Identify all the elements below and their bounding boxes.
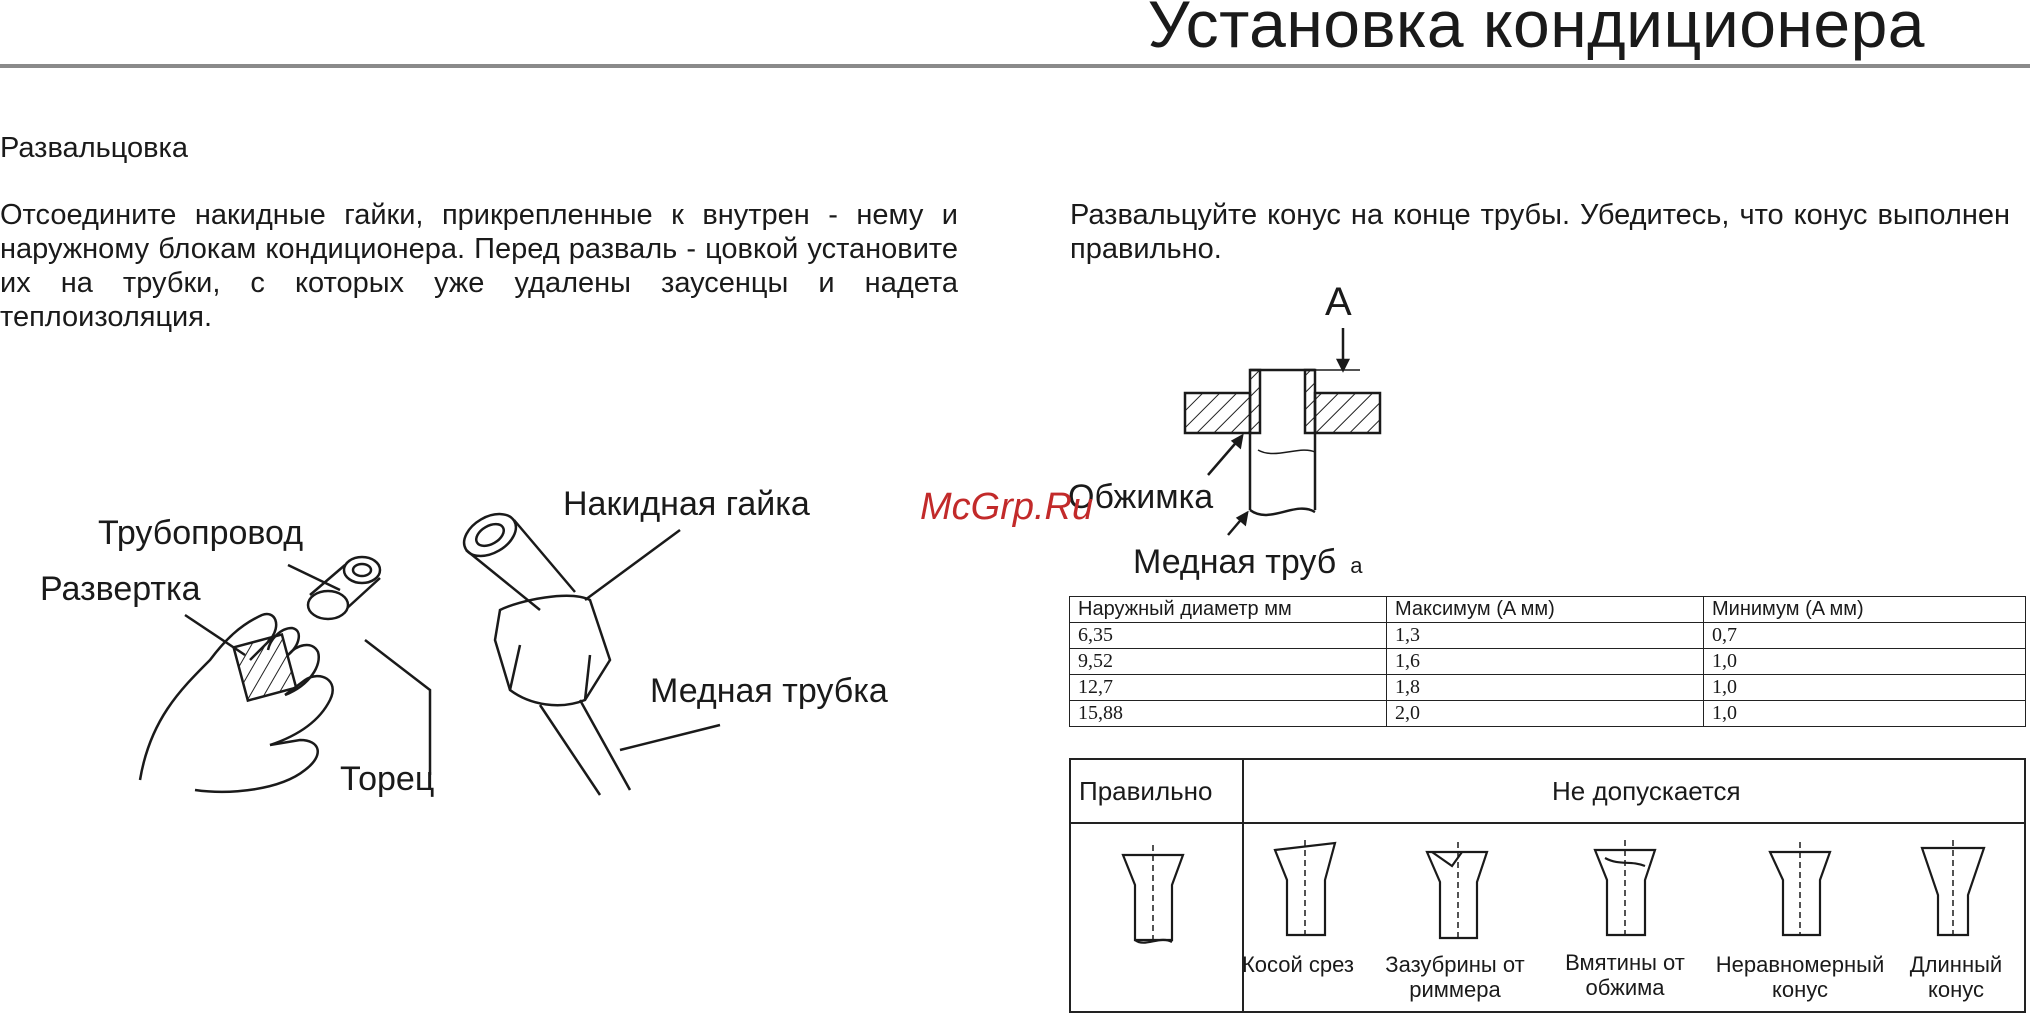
label-end-face: Торец	[340, 760, 435, 798]
table-cell: 15,88	[1070, 701, 1387, 727]
defect-caption: Косой срез	[1241, 952, 1354, 977]
section-heading: Развальцовка	[0, 132, 188, 164]
label-copper-tube-left: Медная трубка	[650, 672, 888, 710]
flare-spec-table	[1069, 596, 2026, 727]
table-header-cell: Минимум (A мм)	[1704, 597, 2026, 623]
defect-caption: Неравномерный конус	[1715, 952, 1885, 1002]
table-cell: 6,35	[1070, 623, 1387, 649]
defect-caption: Вмятины от обжима	[1565, 950, 1685, 1000]
table-cell: 1,0	[1704, 675, 2026, 701]
table-cell: 1,6	[1387, 649, 1704, 675]
label-reamer: Развертка	[40, 570, 201, 608]
table-row	[1070, 649, 2026, 675]
table-header-cell: Максимум (A мм)	[1387, 597, 1704, 623]
label-pipeline: Трубопровод	[98, 514, 304, 552]
page-title: Установка кондиционера	[1147, 0, 1925, 61]
table-row	[1070, 675, 2026, 701]
label-clamp: Обжимка	[1068, 478, 1214, 516]
flare-nut-drawing	[457, 505, 720, 795]
left-paragraph: Отсоедините накидные гайки, прикрепленные к внутрен - нему и наружному блокам кондиционера. Перед разваль - цовкой установите их на трубки, с которых уже удалены заусенцы и надета теплоизоляция.	[0, 199, 958, 333]
table-header-cell: Наружный диаметр мм	[1070, 597, 1387, 623]
table-cell: 1,0	[1704, 649, 2026, 675]
hand-reamer-drawing	[140, 614, 333, 792]
right-paragraph: Развальцуйте конус на конце трубы. Убедитесь, что конус выполнен правильно.	[1070, 199, 2010, 265]
table-cell: 1,8	[1387, 675, 1704, 701]
label-flare-nut: Накидная гайка	[563, 485, 810, 523]
table-row	[1070, 623, 2026, 649]
table-cell: 12,7	[1070, 675, 1387, 701]
grid-header-incorrect: Не допускается	[1552, 776, 1741, 806]
table-cell: 1,0	[1704, 701, 2026, 727]
defect-caption: Длинный конус	[1909, 952, 2003, 1002]
grid-divider	[1071, 822, 2024, 824]
watermark: McGrp.Ru	[920, 486, 1094, 528]
table-cell: 1,3	[1387, 623, 1704, 649]
label-copper-tube-right: Медная труб а	[1133, 543, 1363, 581]
table-cell: 2,0	[1387, 701, 1704, 727]
label-dimension-a: A	[1325, 280, 1352, 324]
flare-section-drawing	[1185, 328, 1380, 535]
table-cell: 0,7	[1704, 623, 2026, 649]
defect-caption: Зазубрины от риммера	[1385, 952, 1525, 1002]
table-cell: 9,52	[1070, 649, 1387, 675]
grid-header-correct: Правильно	[1079, 776, 1213, 806]
table-header-row	[1070, 597, 2026, 623]
table-row	[1070, 701, 2026, 727]
